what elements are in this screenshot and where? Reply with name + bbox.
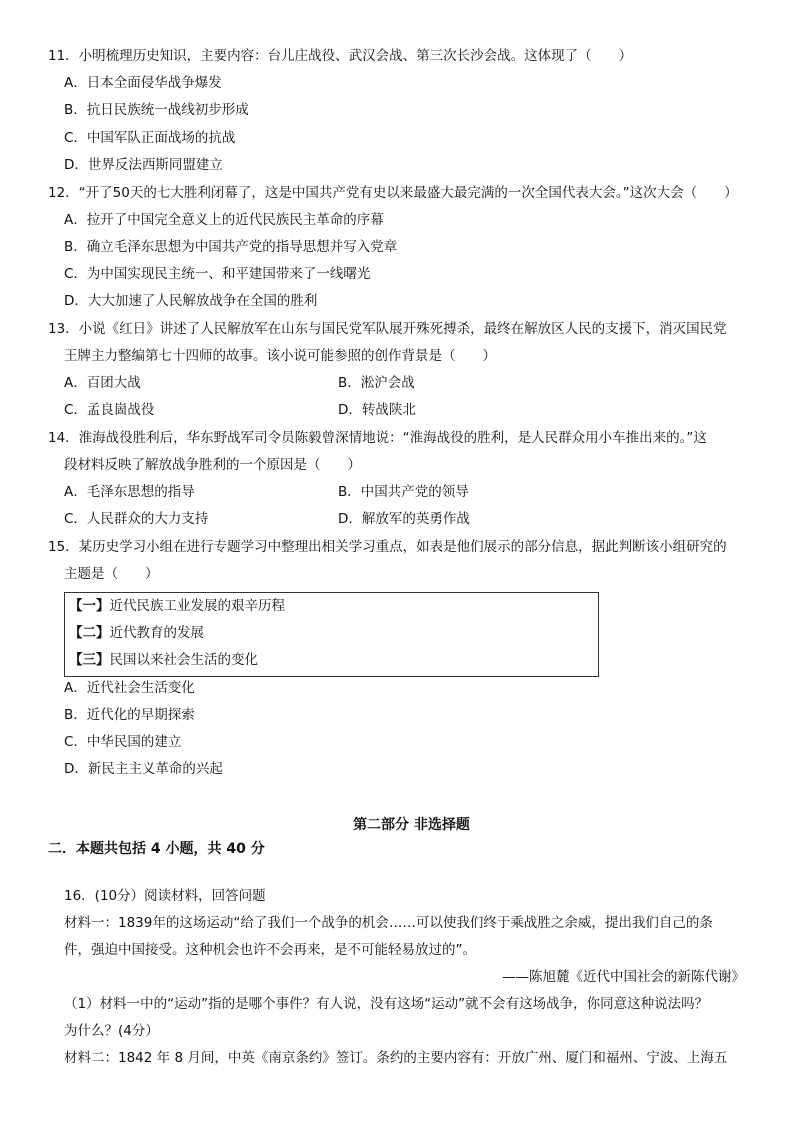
material-one-line-1: 材料一：1839年的这场运动“给了我们一个战争的机会……可以使我们终于乘战胜之余威，提出我们自己的条	[64, 915, 713, 931]
info-table-tag: 【一】	[69, 598, 110, 614]
question-13-stem-line-2: 王牌主力整编第七十四师的故事。该小说可能参照的创作背景是（ ）	[64, 348, 496, 364]
question-13-option-d: D．转战陕北	[338, 402, 416, 418]
question-12-stem: 12．“开了50天的七大胜利闭幕了，这是中国共产党有史以来最盛大最完满的一次全国代表大会。”这次大会（ ）	[48, 185, 738, 201]
part-two-title: 第二部分 非选择题	[353, 817, 470, 833]
question-12-option-d: D．大大加速了人民解放战争在全国的胜利	[64, 293, 318, 309]
question-14-stem-line-1: 14．淮海战役胜利后，华东野战军司令员陈毅曾深情地说：“淮海战役的胜利，是人民群众用小车推出来的。”这	[48, 430, 707, 446]
question-15-option-c: C．中华民国的建立	[64, 734, 182, 750]
sub-question-1-line-1: （1）材料一中的“运动”指的是哪个事件？有人说，没有这场“运动”就不会有这场战争，你同意这种说法吗？	[64, 996, 709, 1012]
question-15-option-a: A．近代社会生活变化	[64, 680, 195, 696]
question-14-option-c: C．人民群众的大力支持	[64, 511, 209, 527]
question-11-option-d: D．世界反法西斯同盟建立	[64, 157, 223, 173]
info-table-row-1	[69, 593, 285, 620]
info-table-row-3	[69, 647, 258, 674]
section-two-heading: 二．本题共包括 4 小题，共 40 分	[48, 841, 265, 857]
question-15-info-table	[64, 592, 599, 677]
question-16-stem: 16．(10分）阅读材料，回答问题	[64, 888, 266, 904]
question-13-option-b: B．淞沪会战	[338, 375, 415, 391]
info-table-text: 近代民族工业发展的艰辛历程	[109, 598, 285, 614]
info-table-text: 近代教育的发展	[109, 625, 204, 641]
info-table-tag: 【二】	[69, 625, 110, 641]
question-12-option-c: C．为中国实现民主统一、和平建国带来了一线曙光	[64, 266, 371, 282]
question-15-stem-line-1: 15．某历史学习小组在进行专题学习中整理出相关学习重点，如表是他们展示的部分信息，据此判断该小组研究的	[48, 539, 727, 555]
info-table-row-2	[69, 620, 204, 647]
material-one-line-2: 件，强迫中国接受。这种机会也许不会再来，是不可能轻易放过的”。	[64, 942, 476, 958]
question-13-option-c: C．孟良崮战役	[64, 402, 155, 418]
question-14-option-d: D．解放军的英勇作战	[338, 511, 470, 527]
material-one-source: ——陈旭麓《近代中国社会的新陈代谢》	[502, 969, 745, 985]
material-two-line-1: 材料二：1842 年 8 月间，中英《南京条约》签订。条约的主要内容有：开放广州、厦门和福州、宁波、上海五	[64, 1050, 728, 1066]
question-14-option-a: A．毛泽东思想的指导	[64, 484, 195, 500]
question-12-option-a: A．拉开了中国完全意义上的近代民族民主革命的序幕	[64, 212, 384, 228]
question-11-stem: 11．小明梳理历史知识，主要内容：台儿庄战役、武汉会战、第三次长沙会战。这体现了（ ）	[48, 48, 633, 64]
question-11-option-c: C．中国军队正面战场的抗战	[64, 130, 236, 146]
question-13-stem-line-1: 13．小说《红日》讲述了人民解放军在山东与国民党军队展开殊死搏杀，最终在解放区人民的支援下，消灭国民党	[48, 321, 727, 337]
question-15-option-d: D．新民主主义革命的兴起	[64, 761, 223, 777]
question-13-option-a: A．百团大战	[64, 375, 141, 391]
question-14-option-b: B．中国共产党的领导	[338, 484, 469, 500]
info-table-tag: 【三】	[69, 652, 110, 668]
question-11-option-b: B．抗日民族统一战线初步形成	[64, 102, 249, 118]
info-table-text: 民国以来社会生活的变化	[109, 652, 258, 668]
sub-question-1-line-2: 为什么？(4分）	[64, 1023, 159, 1039]
question-15-option-b: B．近代化的早期探索	[64, 707, 195, 723]
question-14-stem-line-2: 段材料反映了解放战争胜利的一个原因是（ ）	[64, 457, 361, 473]
question-11-option-a: A．日本全面侵华战争爆发	[64, 75, 222, 91]
question-12-option-b: B．确立毛泽东思想为中国共产党的指导思想并写入党章	[64, 239, 398, 255]
question-15-stem-line-2: 主题是（ ）	[64, 566, 159, 582]
